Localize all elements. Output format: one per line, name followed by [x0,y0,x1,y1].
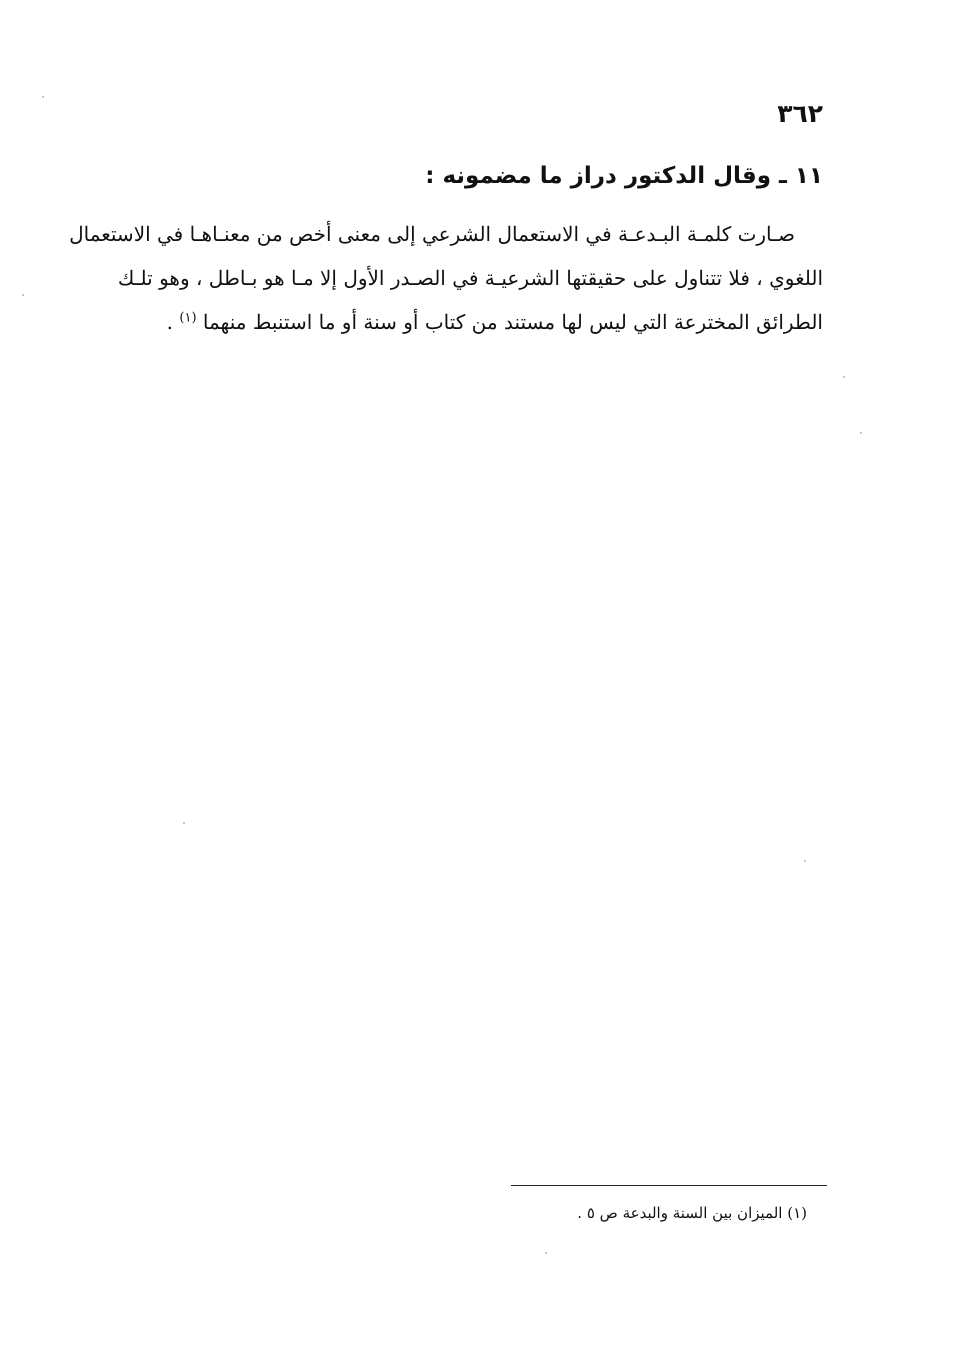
scan-speck [860,432,862,434]
footnote-marker: (١) [179,310,197,326]
body-line: صـارت كلمـة البـدعـة في الاستعمال الشرعي إلى معنى أخص من معنـاهـا في الاستعمال [69,222,795,246]
scan-speck [42,96,44,98]
body-paragraph [69,212,823,344]
section-heading: ١١ ـ وقال الدكتور دراز ما مضمونه : [425,163,823,189]
scan-speck [22,294,24,296]
footnote: (١) الميزان بين السنة والبدعة ص ٥ . [577,1204,807,1222]
sentence-period: . [166,310,180,334]
scan-speck [545,1252,547,1254]
scan-speck [183,822,185,824]
body-line-last [109,300,823,344]
body-line: اللغوي ، فلا تتناول على حقيقتها الشرعيـة في الصـدر الأول إلا مـا هو بـاطل ، وهو تلـك [117,266,823,290]
body-line-text: الطرائق المخترعة التي ليس لها مستند من كتاب أو سنة أو ما استنبط منهما [202,310,823,334]
scan-speck [843,376,845,378]
scan-speck [804,860,806,862]
footnote-divider [511,1185,827,1186]
page-number: ٣٦٢ [777,99,823,128]
